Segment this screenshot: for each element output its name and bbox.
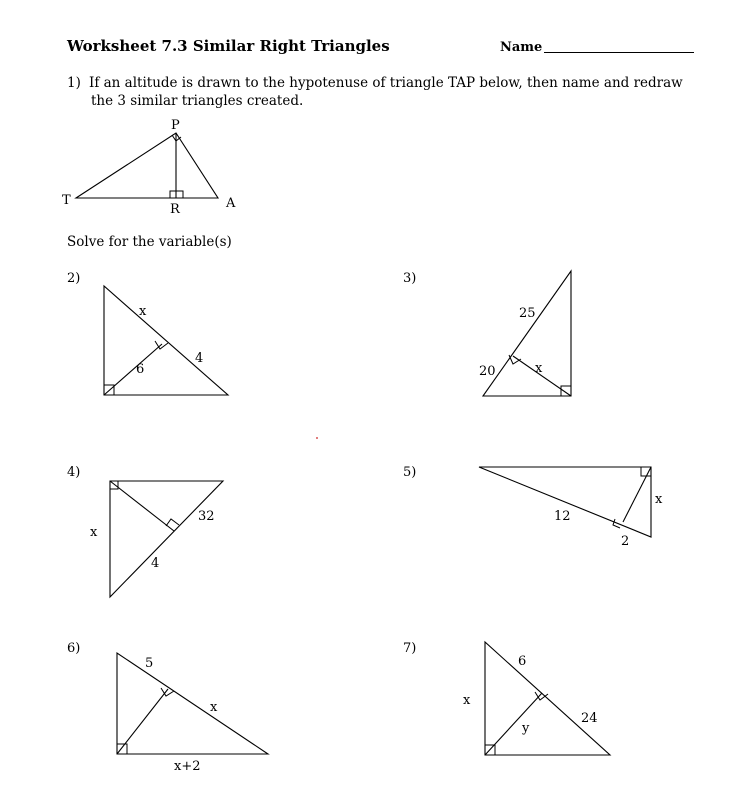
- problem-7-number: 7): [403, 641, 417, 656]
- problem-2-label-6: 6: [136, 362, 145, 377]
- triangle-tap-figure: [62, 118, 236, 217]
- problem-2-number: 2): [67, 271, 81, 286]
- problem-2-label-4: 4: [195, 351, 204, 366]
- problem-7-triangle: [463, 642, 610, 755]
- problem-4-label-4: 4: [151, 556, 160, 571]
- right-angle-marker-4b: [166, 519, 179, 526]
- problem-7-label-x: x: [463, 693, 471, 708]
- problem-4-number: 4): [67, 465, 81, 480]
- triangle-3: [483, 271, 571, 396]
- problem-7-label-y: y: [522, 721, 530, 736]
- altitude-5: [623, 467, 651, 522]
- problem-5-label-12: 12: [554, 509, 571, 524]
- stray-red-dot: [316, 437, 318, 439]
- worksheet-title: Worksheet 7.3 Similar Right Triangles: [67, 37, 390, 55]
- problem-7-label-6: 6: [518, 654, 527, 669]
- triangle-4: [110, 481, 223, 597]
- altitude-7: [485, 693, 542, 755]
- problem-7-label-24: 24: [581, 711, 598, 726]
- problem-5-number: 5): [403, 465, 417, 480]
- triangle-tap: [76, 133, 218, 198]
- problem-2-triangle: [104, 286, 228, 395]
- vertex-label-a: A: [226, 196, 236, 211]
- problem-3-label-20: 20: [479, 364, 496, 379]
- problem-3-label-x: x: [535, 361, 543, 376]
- vertex-label-p: P: [171, 118, 180, 133]
- altitude-2: [104, 344, 162, 395]
- problem-6-label-x-plus-2: x+2: [174, 759, 201, 774]
- problem-6-label-x: x: [210, 700, 218, 715]
- triangle-7: [485, 642, 610, 755]
- problem-6-label-5: 5: [145, 656, 154, 671]
- question-1-text-line-2: the 3 similar triangles created.: [91, 93, 304, 109]
- triangle-5: [479, 467, 651, 537]
- problem-3-number: 3): [403, 271, 417, 286]
- problem-4-label-x: x: [90, 525, 98, 540]
- instructions-text: Solve for the variable(s): [67, 234, 232, 250]
- problem-5-label-2: 2: [621, 534, 630, 549]
- vertex-label-t: T: [62, 193, 71, 208]
- problem-3-triangle: [479, 271, 571, 396]
- altitude-4: [110, 481, 174, 531]
- name-label: Name: [500, 40, 543, 55]
- question-1-text-line-1: If an altitude is drawn to the hypotenuse of triangle TAP below, then name and redraw: [89, 75, 683, 91]
- problem-5-label-x: x: [655, 492, 663, 507]
- vertex-label-r: R: [170, 202, 180, 217]
- problem-5-triangle: [479, 467, 663, 549]
- problem-6-number: 6): [67, 641, 81, 656]
- right-angle-marker-5a: [641, 467, 651, 476]
- problem-3-label-25: 25: [519, 306, 536, 321]
- problem-4-triangle: [90, 481, 223, 597]
- triangle-6: [117, 653, 268, 754]
- problem-6-triangle: [117, 653, 268, 774]
- question-1-number: 1): [67, 75, 81, 91]
- problem-2-label-x: x: [139, 304, 147, 319]
- problem-4-label-32: 32: [198, 509, 215, 524]
